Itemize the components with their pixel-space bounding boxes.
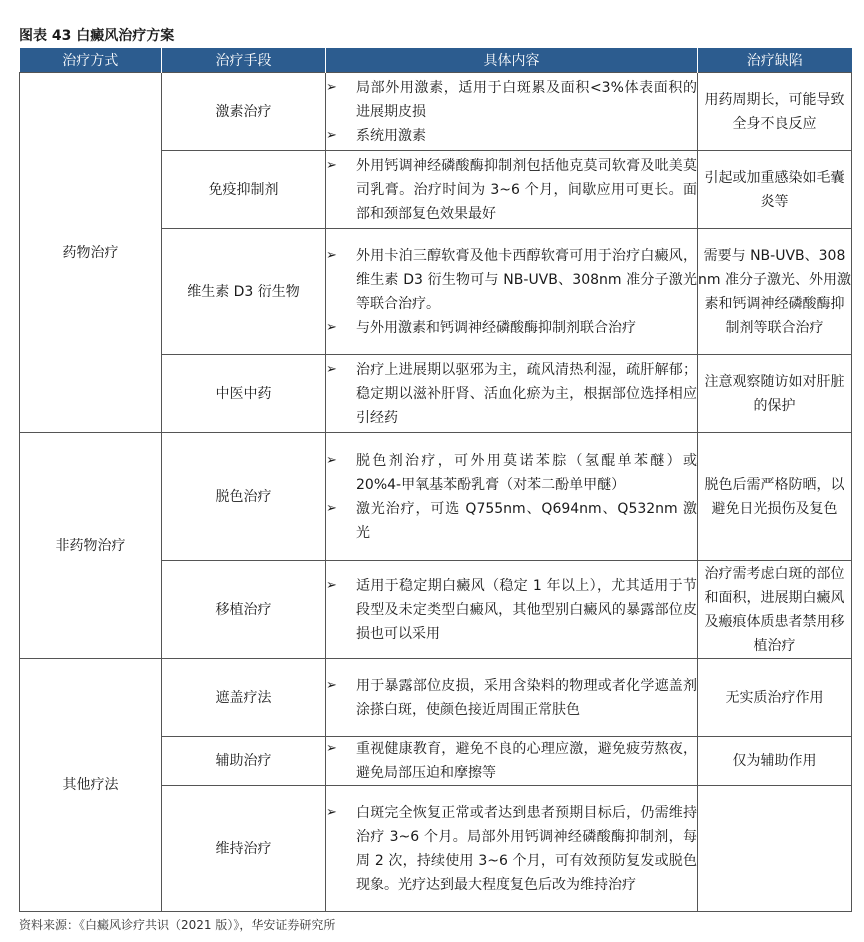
content-bullet (326, 76, 697, 124)
content-text: 用于暴露部位皮损，采用含染料的物理或者化学遮盖剂涂搽白斑，使颜色接近周围正常肤色 (356, 677, 697, 718)
arrow-bullet-icon: ➢ (326, 157, 337, 173)
page-title: 图表 43 白癜风治疗方案 (19, 28, 175, 44)
content-cell (326, 151, 698, 229)
content-text: 脱色剂治疗，可外用莫诺苯腙（氢醌单苯醚）或 20%4-甲氧基苯酚乳膏（对苯二酚单甲醚） (356, 452, 697, 493)
content-text: 外用钙调神经磷酸酶抑制剂包括他克莫司软膏及吡美莫司乳膏。治疗时间为 3~6 个月，间歇应用可更长。面部和颈部复色效果最好 (356, 157, 697, 222)
arrow-bullet-icon: ➢ (326, 452, 337, 468)
arrow-bullet-icon: ➢ (326, 79, 337, 95)
defect-cell: 治疗需考虑白斑的部位和面积，进展期白癜风及瘢痕体质患者禁用移植治疗 (698, 561, 852, 659)
content-bullet (326, 124, 697, 148)
content-text: 适用于稳定期白癜风（稳定 1 年以上），尤其适用于节段型及未定类型白癜风，其他型别白癜风的暴露部位皮损也可以采用 (356, 577, 697, 642)
treatment-means-cell: 辅助治疗 (162, 737, 326, 786)
content-bullet (326, 316, 697, 340)
arrow-bullet-icon: ➢ (326, 500, 337, 516)
content-cell (326, 659, 698, 737)
treatment-means-cell: 维生素 D3 衍生物 (162, 229, 326, 355)
defect-cell: 无实质治疗作用 (698, 659, 852, 737)
content-cell (326, 786, 698, 912)
defect-cell: 仅为辅助作用 (698, 737, 852, 786)
treatment-means-cell: 遮盖疗法 (162, 659, 326, 737)
arrow-bullet-icon: ➢ (326, 677, 337, 693)
content-bullet (326, 154, 697, 226)
content-cell (326, 73, 698, 151)
content-bullet (326, 497, 697, 545)
defect-cell: 引起或加重感染如毛囊炎等 (698, 151, 852, 229)
content-cell (326, 433, 698, 561)
table-body (20, 73, 852, 912)
content-cell (326, 737, 698, 786)
content-text: 外用卡泊三醇软膏及他卡西醇软膏可用于治疗白癜风，维生素 D3 衍生物可与 NB-UVB、308nm 准分子激光等联合治疗。 (356, 247, 697, 312)
content-cell (326, 561, 698, 659)
content-text: 系统用激素 (356, 127, 426, 144)
content-cell (326, 229, 698, 355)
defect-cell: 用药周期长，可能导致全身不良反应 (698, 73, 852, 151)
header-means: 治疗手段 (162, 48, 326, 73)
treatment-category-cell: 药物治疗 (20, 73, 162, 433)
arrow-bullet-icon: ➢ (326, 361, 337, 377)
treatment-means-cell: 中医中药 (162, 355, 326, 433)
source-note: 资料来源：《白癜风诊疗共识（2021 版）》，华安证券研究所 (19, 918, 336, 932)
content-text: 局部外用激素，适用于白斑累及面积<3%体表面积的进展期皮损 (356, 79, 697, 120)
treatment-means-cell: 维持治疗 (162, 786, 326, 912)
defect-cell: 注意观察随访如对肝脏的保护 (698, 355, 852, 433)
content-bullet (326, 801, 697, 897)
content-bullet (326, 449, 697, 497)
content-bullet (326, 358, 697, 430)
content-bullet (326, 244, 697, 316)
content-text: 与外用激素和钙调神经磷酸酶抑制剂联合治疗 (356, 319, 636, 336)
content-text: 重视健康教育，避免不良的心理应激，避免疲劳熬夜，避免局部压迫和摩擦等 (356, 741, 697, 781)
arrow-bullet-icon: ➢ (326, 247, 337, 263)
treatment-category-cell: 其他疗法 (20, 659, 162, 912)
header-method: 治疗方式 (20, 48, 162, 73)
table-header-row (20, 48, 852, 73)
content-cell (326, 355, 698, 433)
content-bullet (326, 737, 697, 785)
treatment-table (19, 48, 852, 912)
treatment-means-cell: 激素治疗 (162, 73, 326, 151)
content-bullet (326, 574, 697, 646)
table-row (20, 433, 852, 561)
defect-cell: 需要与 NB-UVB、308 nm 准分子激光、外用激素和钙调神经磷酸酶抑制剂等联合治疗 (698, 229, 852, 355)
header-defect: 治疗缺陷 (698, 48, 852, 73)
arrow-bullet-icon: ➢ (326, 577, 337, 593)
content-bullet (326, 674, 697, 722)
arrow-bullet-icon: ➢ (326, 127, 337, 143)
content-text: 激光治疗，可选 Q755nm、Q694nm、Q532nm 激光 (356, 500, 697, 541)
arrow-bullet-icon: ➢ (326, 804, 337, 820)
table-row (20, 659, 852, 737)
treatment-means-cell: 免疫抑制剂 (162, 151, 326, 229)
arrow-bullet-icon: ➢ (326, 319, 337, 335)
content-text: 治疗上进展期以驱邪为主，疏风清热利湿，疏肝解郁；稳定期以滋补肝肾、活血化瘀为主，根据部位选择相应引经药 (356, 361, 697, 426)
arrow-bullet-icon: ➢ (326, 741, 337, 756)
table-row (20, 73, 852, 151)
treatment-category-cell: 非药物治疗 (20, 433, 162, 659)
treatment-means-cell: 移植治疗 (162, 561, 326, 659)
content-text: 白斑完全恢复正常或者达到患者预期目标后，仍需维持治疗 3~6 个月。局部外用钙调神经磷酸酶抑制剂，每周 2 次，持续使用 3~6 个月，可有效预防复发或脱色现象。光疗达到最大程度复色后改为维持治疗 (356, 804, 697, 893)
defect-cell: 脱色后需严格防晒，以避免日光损伤及复色 (698, 433, 852, 561)
defect-cell (698, 786, 852, 912)
header-content: 具体内容 (326, 48, 698, 73)
treatment-means-cell: 脱色治疗 (162, 433, 326, 561)
